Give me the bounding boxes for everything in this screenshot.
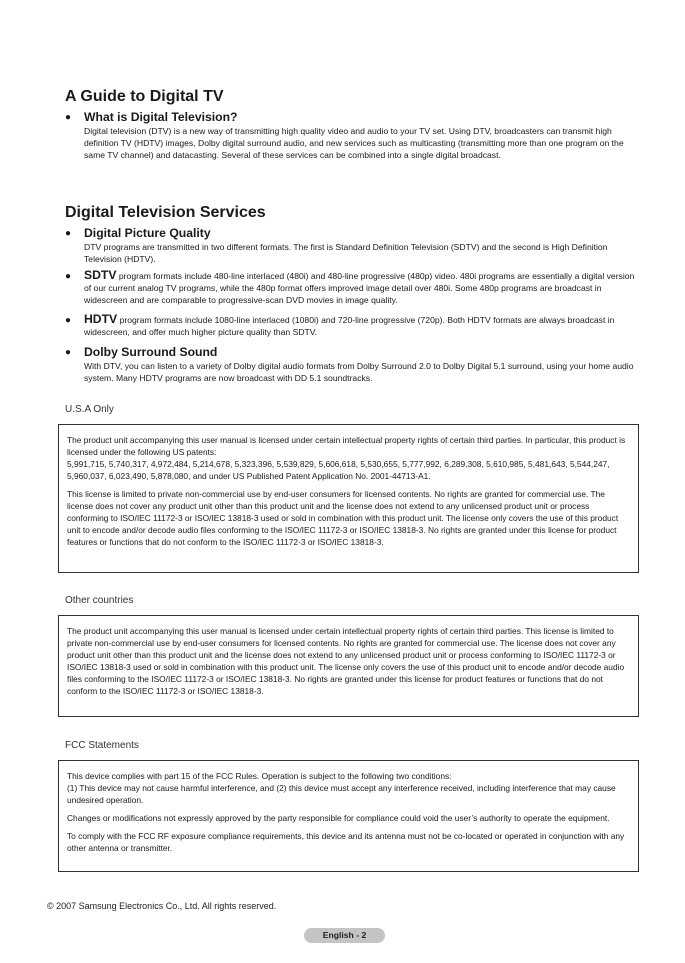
- fcc-box: [58, 760, 639, 872]
- services-bullet-sdtv: [65, 269, 640, 306]
- services-title: Digital Television Services: [65, 204, 266, 221]
- fcc-paragraph: (1) This device may not cause harmful interference, and (2) this device must accept any interference received, including interference that may cause undesired operation.: [67, 783, 616, 805]
- bullet-text: Digital television (DTV) is a new way of transmitting high quality video and audio to your TV set. Using DTV, broadcasters can transmit high definition TV (HDTV) images, Dolby digital surround audio, and new services such as multicasting (transmitting more than one program on the same TV channel) and datacasting. Several of these services can be combined into a single digital broadcast.: [84, 126, 624, 160]
- usa-license-box: [58, 424, 639, 573]
- bullet-text: With DTV, you can listen to a variety of Dolby digital audio formats from Dolby Surround 2.0 to Dolby Digital 5.1 surround, using your home audio system. Many HDTV programs are now broadcast with DD 5.1 soundtracks.: [84, 361, 634, 383]
- usa-paragraph: The product unit accompanying this user manual is licensed under certain intellectual property rights of certain third parties. In particular, this product is licensed under the following US patents:: [67, 435, 626, 457]
- bullet-icon: ●: [65, 347, 72, 358]
- page-number-badge: English - 2: [304, 928, 385, 943]
- fcc-label: FCC Statements: [65, 740, 139, 751]
- bullet-heading: Dolby Surround Sound: [84, 345, 218, 359]
- bullet-text: DTV programs are transmitted in two different formats. The first is Standard Definition Television (SDTV) and the second is High Definition Television (HDTV).: [84, 242, 608, 264]
- bullet-lead: HDTV: [84, 312, 118, 326]
- bullet-icon: ●: [65, 315, 72, 326]
- other-paragraph: The product unit accompanying this user manual is licensed under certain intellectual property rights of certain third parties. This license is limited to private non-commercial use by end-user consumers for licensed contents. No rights are granted for commercial use. The license does not cover any product unit other than this product unit and the license does not extend to any unlicensed product unit or process conforming to ISO/IEC 11172-3 or ISO/IEC 13818-3 used or sold in combination with this product unit. The license only covers the use of this product unit to encode and/or decode audio files conforming to the ISO/IEC 11172-3 or ISO/IEC 13818-3. No rights are granted under this license for product features or functions that do not conform to the ISO/IEC 11172-3 or ISO/IEC 13818-3.: [67, 626, 625, 696]
- usa-patents: 5,991,715, 5,740,317, 4,972,484, 5,214,678, 5,323,396, 5,539,829, 5,606,618, 5,530,655, 5,777,992, 6,289,308, 5,610,985, 5,481,643, 5,544,247, 5,960,037, 6,023,490, 5,878,080, and under US Published Patent Application No. 2001-44713-A1.: [67, 459, 610, 481]
- bullet-heading: Digital Picture Quality: [84, 226, 211, 240]
- guide-bullet-dtv: [65, 110, 640, 161]
- usa-paragraph: This license is limited to private non-commercial use by end-user consumers for licensed contents. No rights are granted for commercial use. The license does not cover any product unit other than this product unit and the license does not extend to any unlicensed product unit or process conforming to ISO/IEC 11172-3 or ISO/IEC 13818-3 used or sold in combination with this product unit. The license only covers the use of this product unit to encode and/or decode audio files conforming to the ISO/IEC 11172-3 or ISO/IEC 13818-3. No rights are granted under this license for product features or functions that do not conform to the ISO/IEC 11172-3 or ISO/IEC 13818-3.: [67, 489, 619, 547]
- fcc-paragraph: To comply with the FCC RF exposure compliance requirements, this device and its antenna must not be co-located or operated in conjunction with any other antenna or transmitter.: [67, 831, 625, 853]
- bullet-icon: ●: [65, 112, 72, 123]
- bullet-lead: SDTV: [84, 268, 117, 282]
- bullet-icon: ●: [65, 228, 72, 239]
- services-bullet-dolby: [65, 345, 640, 384]
- other-license-box: [58, 615, 639, 717]
- bullet-text: program formats include 480-line interlaced (480i) and 480-line progressive (480p) video. 480i programs are essentially a digital version of our current analog TV programs, while the 480p format offers improved image detail over 480i. Some 480p programs are broadcast in widescreen and are comparable to progressive-scan DVD movies in image quality.: [84, 271, 635, 305]
- fcc-paragraph: Changes or modifications not expressly approved by the party responsible for compliance could void the user’s authority to operate the equipment.: [67, 813, 610, 823]
- bullet-icon: ●: [65, 271, 72, 282]
- bullet-text: program formats include 1080-line interlaced (1080i) and 720-line progressive (720p). Both HDTV formats are always broadcast in widescreen, and offer much higher picture quality than SDTV.: [84, 315, 615, 337]
- bullet-heading: What is Digital Television?: [84, 110, 238, 124]
- other-label: Other countries: [65, 595, 134, 606]
- fcc-paragraph: This device complies with part 15 of the FCC Rules. Operation is subject to the following two conditions:: [67, 771, 452, 781]
- services-bullet-picture-quality: [65, 226, 640, 265]
- copyright-text: © 2007 Samsung Electronics Co., Ltd. All rights reserved.: [47, 901, 277, 911]
- services-bullet-hdtv: [65, 313, 640, 338]
- usa-label: U.S.A Only: [65, 404, 114, 415]
- guide-title: A Guide to Digital TV: [65, 88, 224, 105]
